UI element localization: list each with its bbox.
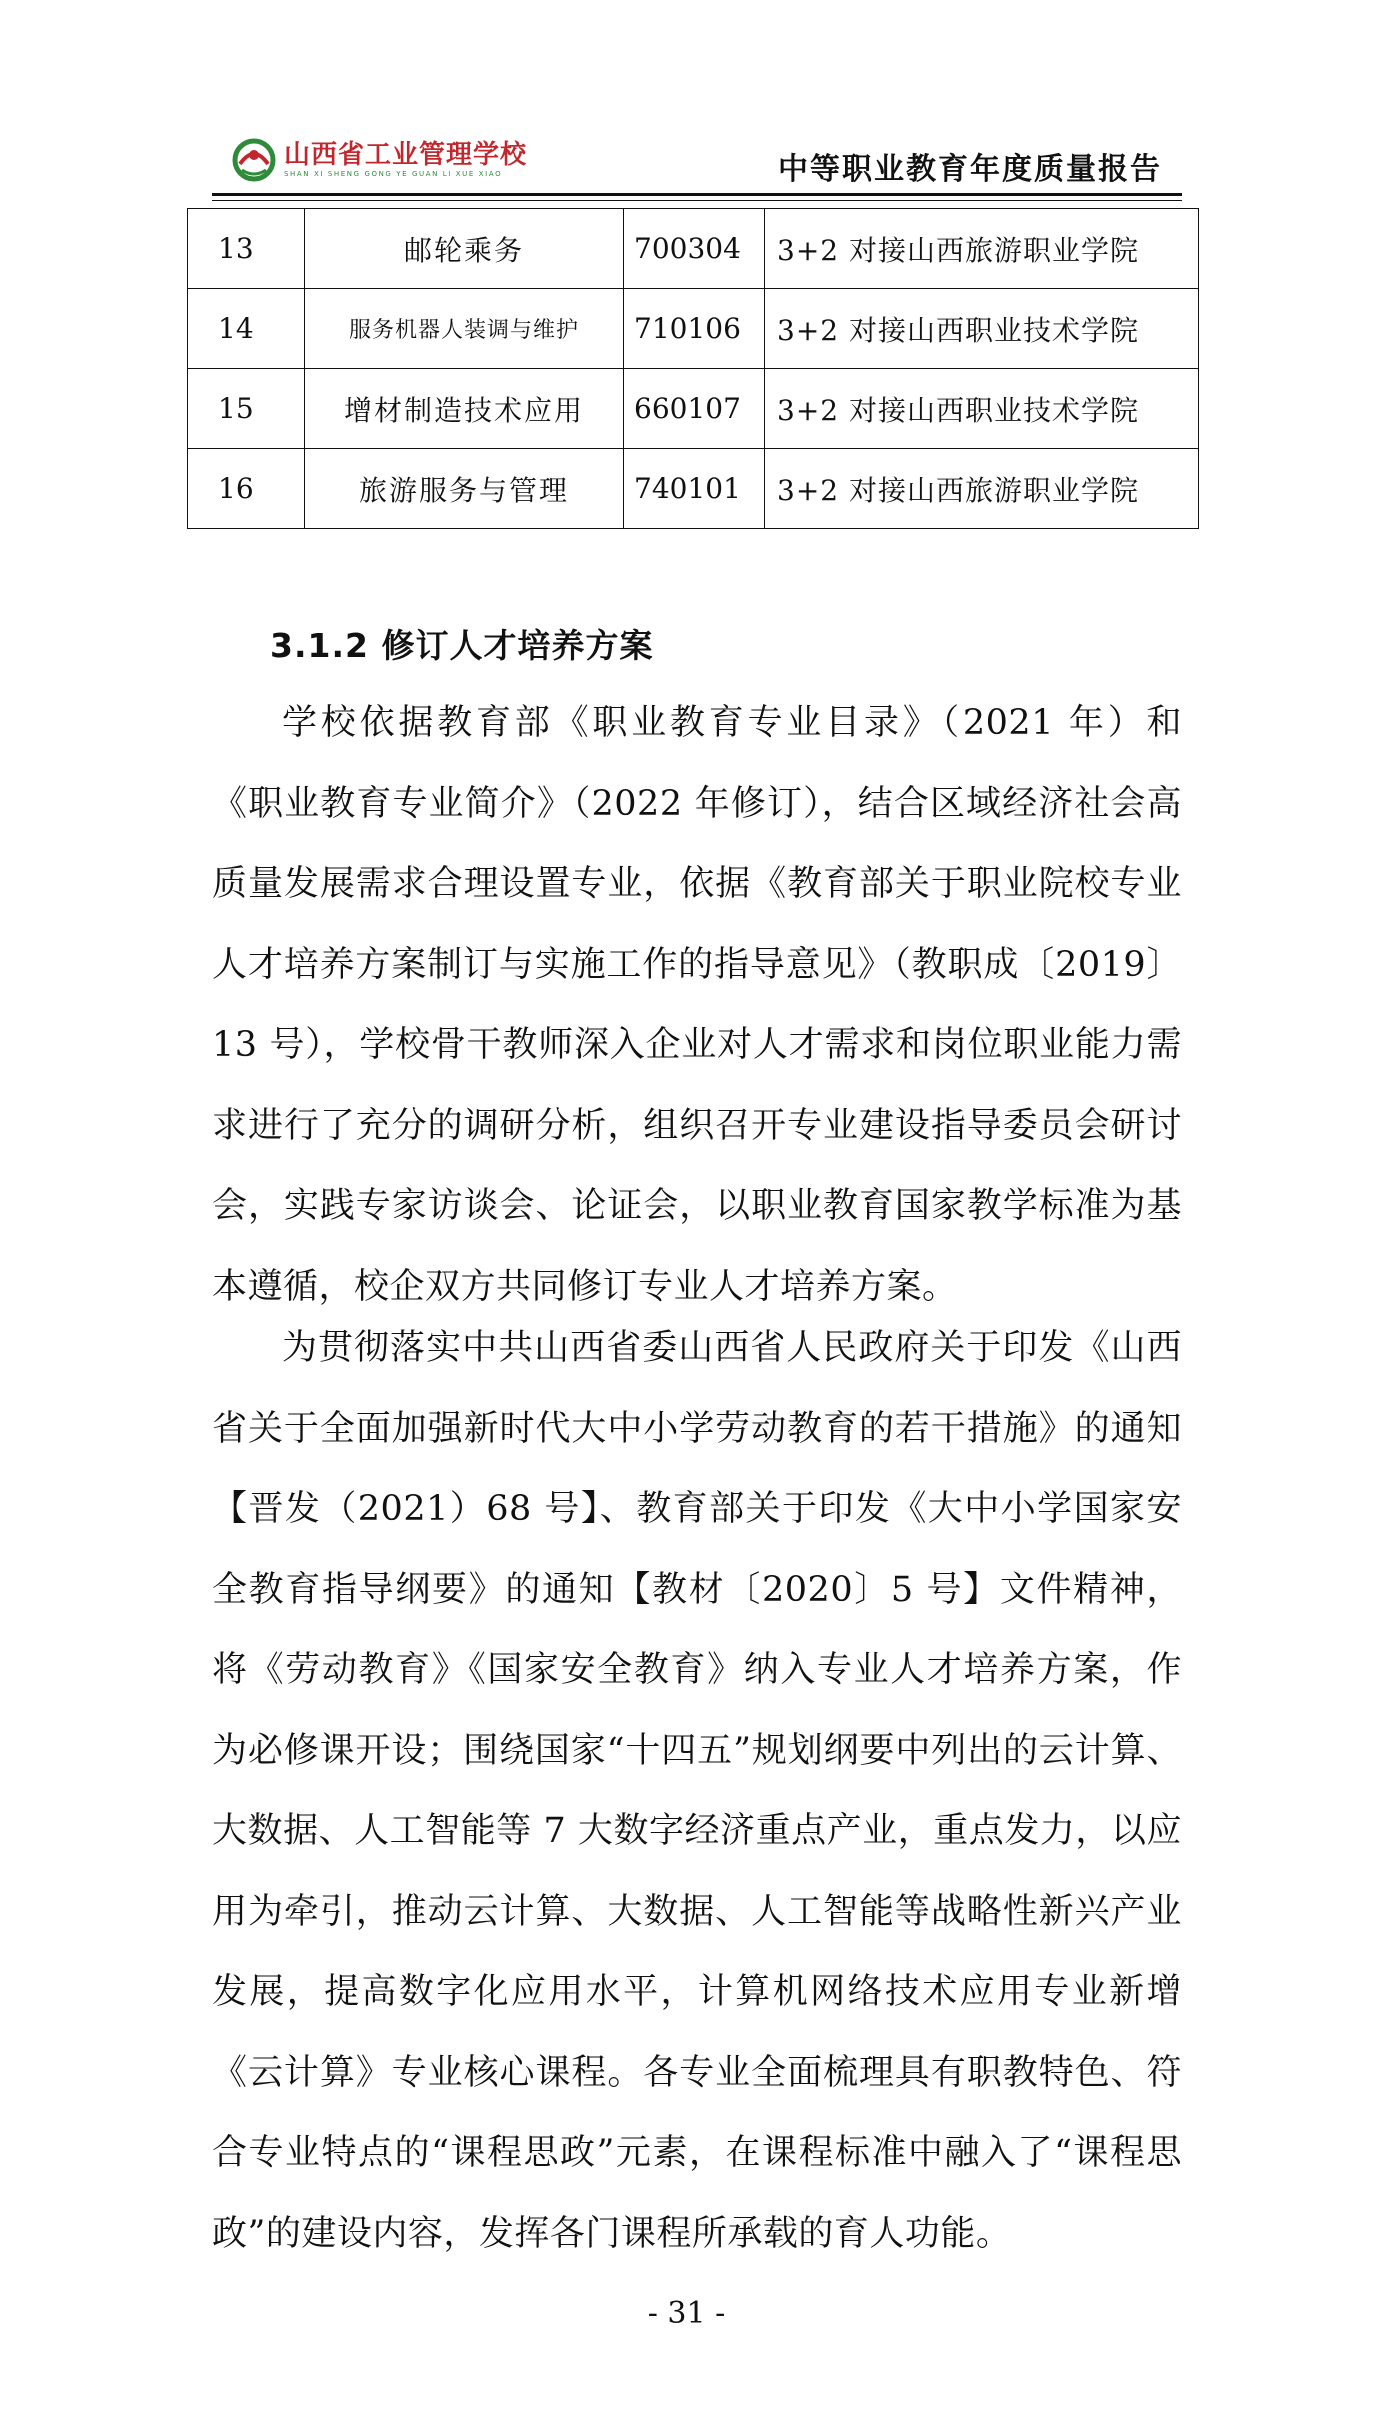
table-row [188, 289, 1199, 369]
major-code: 700304 [624, 209, 765, 289]
page-number: - 31 - [647, 2296, 726, 2331]
major-note: 3+2 对接山西职业技术学院 [765, 289, 1199, 369]
header-rule-thin [212, 200, 1182, 201]
row-number: 13 [188, 209, 305, 289]
majors-table [187, 208, 1199, 529]
major-note: 3+2 对接山西旅游职业学院 [765, 449, 1199, 529]
body-paragraph: 学校依据教育部《职业教育专业目录》（2021 年）和《职业教育专业简介》（2022 年修订），结合区域经济社会高质量发展需求合理设置专业，依据《教育部关于职业院校专业人才培养方案制订与实施工作的指导意见》（教职成〔2019〕13 号），学校骨干教师深入企业对人才需求和岗位职业能力需求进行了充分的调研分析，组织召开专业建设指导委员会研讨会，实践专家访谈会、论证会，以职业教育国家教学标准为基本遵循，校企双方共同修订专业人才培养方案。 [212, 703, 1182, 1307]
major-code: 660107 [624, 369, 765, 449]
major-note: 3+2 对接山西职业技术学院 [765, 369, 1199, 449]
major-name: 增材制造技术应用 [305, 369, 624, 449]
page-header [212, 130, 1182, 200]
logo-text: 山西省工业管理学校 [284, 140, 528, 170]
table-row [188, 209, 1199, 289]
section-heading: 3.1.2 修订人才培养方案 [270, 626, 654, 665]
row-number: 15 [188, 369, 305, 449]
major-code: 740101 [624, 449, 765, 529]
school-emblem-icon [232, 138, 276, 182]
major-name: 服务机器人装调与维护 [305, 289, 624, 369]
major-note: 3+2 对接山西旅游职业学院 [765, 209, 1199, 289]
major-code: 710106 [624, 289, 765, 369]
row-number: 14 [188, 289, 305, 369]
table-row [188, 369, 1199, 449]
report-title: 中等职业教育年度质量报告 [778, 152, 1162, 187]
logo-pinyin: SHAN XI SHENG GONG YE GUAN LI XUE XIAO [284, 170, 503, 178]
table-row [188, 449, 1199, 529]
body-paragraph: 为贯彻落实中共山西省委山西省人民政府关于印发《山西省关于全面加强新时代大中小学劳动教育的若干措施》的通知【晋发（2021）68 号】、教育部关于印发《大中小学国家安全教育指导纲要》的通知【教材〔2020〕5 号】文件精神，将《劳动教育》《国家安全教育》纳入专业人才培养方案，作为必修课开设；围绕国家“十四五”规划纲要中列出的云计算、大数据、人工智能等 7 大数字经济重点产业，重点发力，以应用为牵引，推动云计算、大数据、人工智能等战略性新兴产业发展，提高数字化应用水平，计算机网络技术应用专业新增《云计算》专业核心课程。各专业全面梳理具有职教特色、符合专业特点的“课程思政”元素，在课程标准中融入了“课程思政”的建设内容，发挥各门课程所承载的育人功能。 [212, 1328, 1182, 2254]
major-name: 邮轮乘务 [305, 209, 624, 289]
school-logo [232, 136, 527, 184]
major-name: 旅游服务与管理 [305, 449, 624, 529]
header-rule-thick [212, 193, 1182, 196]
row-number: 16 [188, 449, 305, 529]
